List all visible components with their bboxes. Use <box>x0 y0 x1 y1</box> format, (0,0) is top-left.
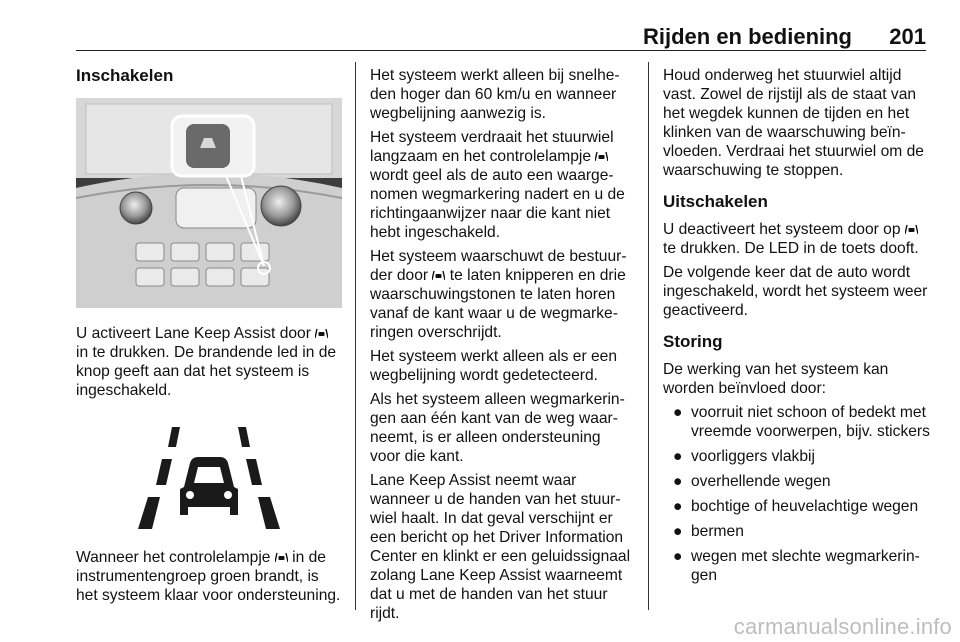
col2-paragraph-3: Het systeem waarschuwt de bestuurder door te laten knipperen en drie waarschuwingstonen te laten horen vanaf de kant waar u de wegmarkeringen overschrijdt. <box>370 248 627 341</box>
lane-keep-assist-icon <box>432 270 445 281</box>
lane-keep-assist-icon <box>315 328 328 339</box>
col1-paragraph-1: U activeert Lane Keep Assist door in te drukken. De brandende led in de knop geeft aan dat het systeem is ingeschakeld. <box>76 325 337 399</box>
heading-inschakelen: Inschakelen <box>76 66 174 85</box>
column-1 <box>76 66 342 610</box>
col3-paragraph-3: De volgende keer dat de auto wordt ingeschakeld, wordt het systeem weer geactiveerd. <box>663 264 928 319</box>
col2-paragraph-1: Het systeem werkt alleen bij snelheden hoger dan 60 km/u en wanneer wegbelijning aanwezig is. <box>370 67 620 122</box>
page-header <box>76 24 926 50</box>
col3-paragraph-4: De werking van het systeem kan worden beïnvloed door: <box>663 361 889 397</box>
section-title: Rijden en bediening <box>642 24 852 49</box>
list-item: ● bermen <box>673 523 744 540</box>
bullet-icon: ● <box>673 548 683 565</box>
bullet-icon: ● <box>673 498 683 515</box>
col3-paragraph-2: U deactiveert het systeem door op te drukken. De LED in de toets dooft. <box>663 221 919 257</box>
list-item: ● wegen met slechte wegmarkeringen <box>673 548 920 584</box>
bullet-icon: ● <box>673 523 683 540</box>
bullet-icon: ● <box>673 404 683 421</box>
dashboard-illustration <box>76 98 342 308</box>
heading-uitschakelen: Uitschakelen <box>663 192 768 211</box>
column-divider-2 <box>648 62 649 610</box>
column-3 <box>663 66 931 591</box>
list-item: ● bochtige of heuvelachtige wegen <box>673 498 919 515</box>
lane-keep-assist-pictogram <box>76 423 342 533</box>
col2-paragraph-4: Het systeem werkt alleen als er een wegbelijning wordt gedetecteerd. <box>370 348 618 384</box>
column-2 <box>370 66 634 628</box>
lane-keep-assist-icon <box>595 151 608 162</box>
col2-paragraph-2: Het systeem verdraait het stuurwiel langzaam en het controlelampje wordt geel als de auto een waargenomen wegmarkering nadert en u de richtingaanwijzer naar die kant niet hebt ingeschakeld. <box>370 129 625 241</box>
malfunction-list <box>663 403 931 585</box>
col1-paragraph-2: Wanneer het controlelampje in de instrumentengroep groen brandt, is het systeem klaar voor ondersteuning. <box>76 549 341 604</box>
list-item: ● voorruit niet schoon of bedekt met vreemde voorwerpen, bijv. stickers <box>673 404 930 440</box>
bullet-icon: ● <box>673 473 683 490</box>
list-item: ● overhellende wegen <box>673 473 831 490</box>
watermark: carmanualsonline.info <box>733 614 952 639</box>
col3-paragraph-1: Houd onderweg het stuurwiel altijd vast. Zowel de rijstijl als de staat van het wegdek kunnen de tijden en het klinken van de waarschuwing beïnvloeden. Verdraai het stuurwiel om de waarschuwing te stoppen. <box>663 67 924 179</box>
dashboard-button-photo <box>76 98 342 308</box>
lane-keep-assist-icon <box>275 552 288 563</box>
column-divider-1 <box>355 62 356 610</box>
lane-keep-assist-icon <box>905 224 918 235</box>
heading-storing: Storing <box>663 332 723 351</box>
col2-paragraph-5: Als het systeem alleen wegmarkeringen aan één kant van de weg waarneemt, is er alleen ondersteuning voor die kant. <box>370 391 625 465</box>
page-number: 201 <box>889 24 926 49</box>
header-rule <box>76 50 926 51</box>
col2-paragraph-6: Lane Keep Assist neemt waar wanneer u de handen van het stuurwiel haalt. In dat geval verschijnt er een bericht op het Driver Information Center en klinkt er een geluidssignaal zolang Lane Keep Assist waarneemt dat u met de handen van het stuur rijdt. <box>370 472 631 622</box>
list-item: ● voorliggers vlakbij <box>673 448 815 465</box>
bullet-icon: ● <box>673 448 683 465</box>
